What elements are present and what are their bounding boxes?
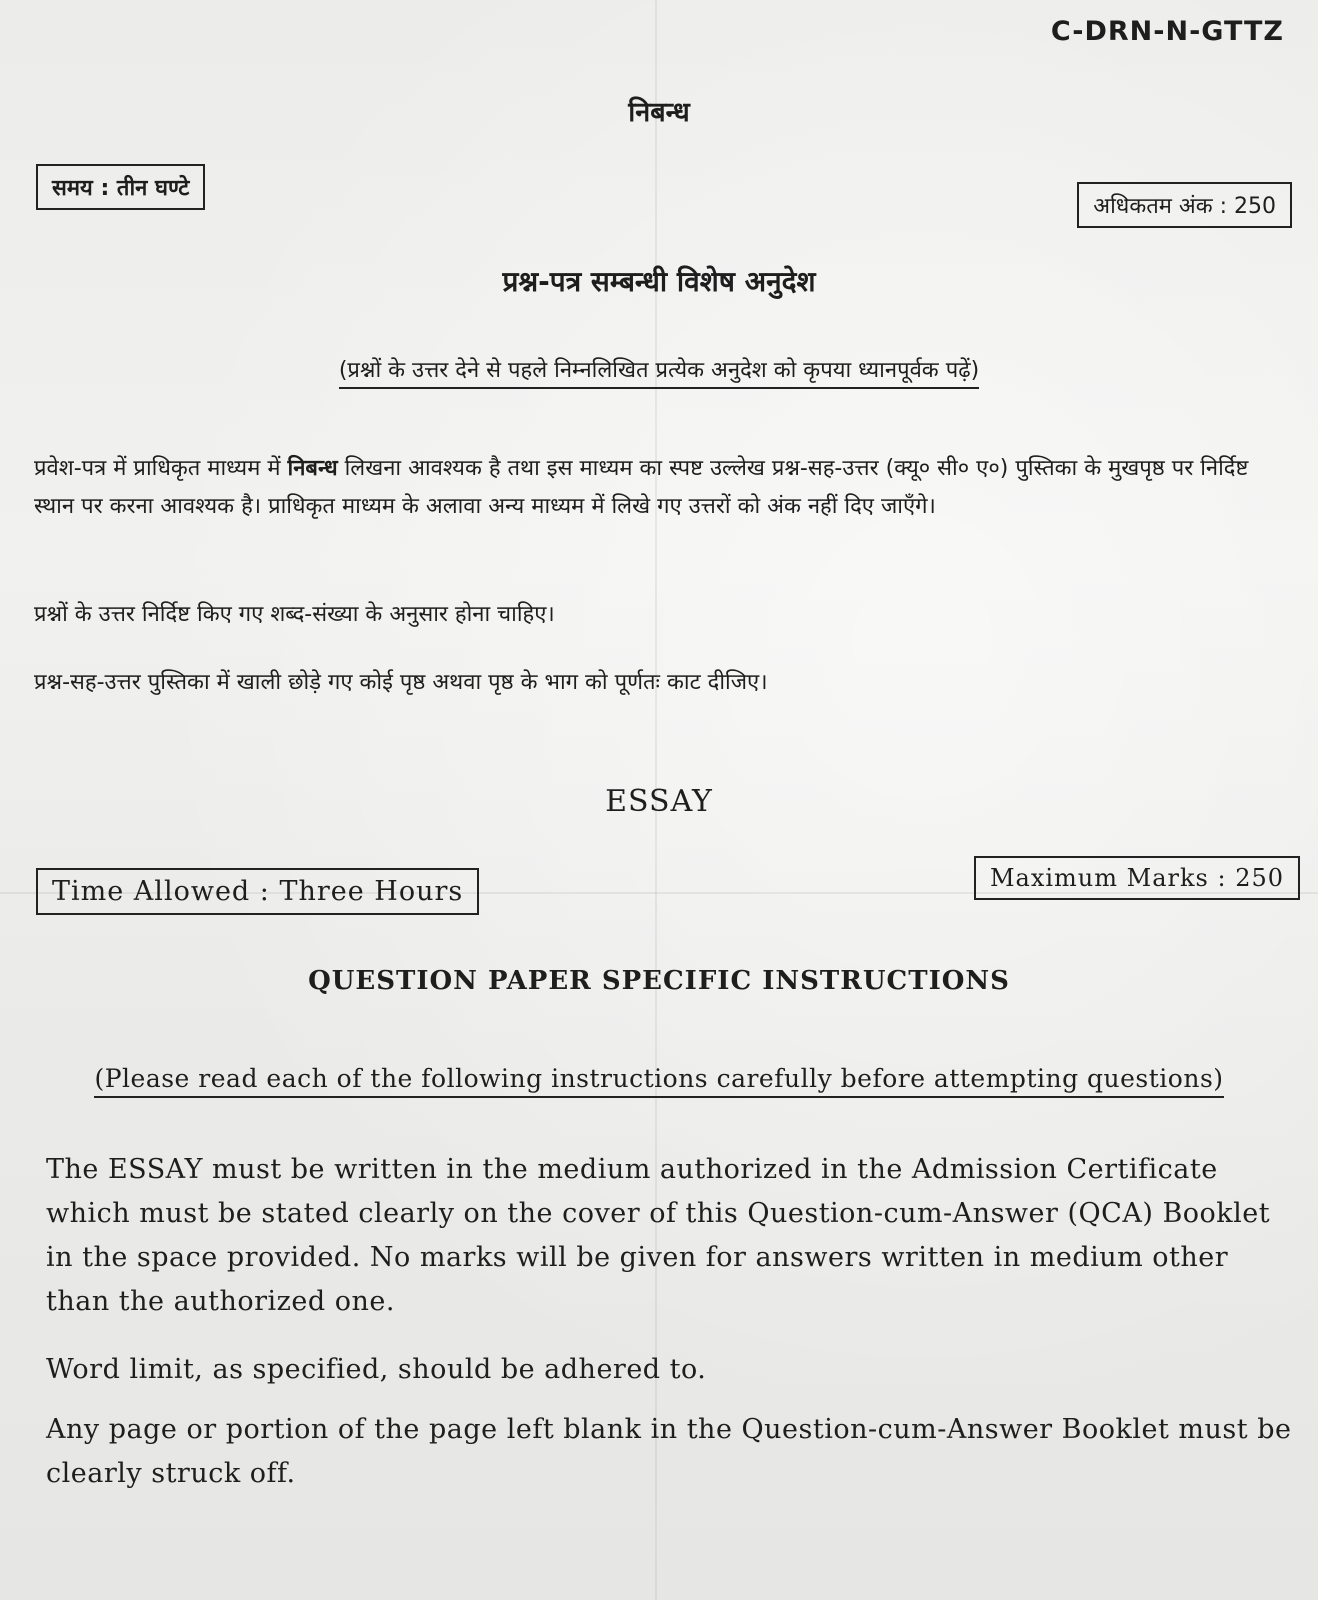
- english-time-box: Time Allowed : Three Hours: [36, 868, 479, 915]
- english-instructions-heading: QUESTION PAPER SPECIFIC INSTRUCTIONS: [308, 966, 1010, 996]
- hindi-instruction-1-start: प्रवेश-पत्र में प्राधिकृत माध्यम में: [34, 456, 288, 481]
- hindi-subheading-text: (प्रश्नों के उत्तर देने से पहले निम्नलिखित प्रत्येक अनुदेश को कृपया ध्यानपूर्वक पढ़ें): [339, 358, 979, 389]
- english-instructions-subheading: [0, 1064, 1318, 1093]
- hindi-instruction-1-rest: लिखना आवश्यक है तथा इस माध्यम का स्पष्ट उल्लेख प्रश्न-सह-उत्तर (क्यू० सी० ए०) पुस्तिका के मुखपृष्ठ पर निर्दिष्ट स्थान पर करना आवश्यक है। प्राधिकृत माध्यम के अलावा अन्य माध्यम में लिखे गए उत्तरों को अंक नहीं दिए जाएँगे।: [34, 456, 1249, 519]
- hindi-instruction-2: प्रश्नों के उत्तर निर्दिष्ट किए गए शब्द-संख्या के अनुसार होना चाहिए।: [34, 602, 555, 627]
- paper-code: C-DRN-N-GTTZ: [1050, 16, 1284, 47]
- hindi-instructions-heading: प्रश्न-पत्र सम्बन्धी विशेष अनुदेश: [502, 265, 816, 298]
- hindi-marks-box: अधिकतम अंक : 250: [1077, 182, 1292, 228]
- english-instruction-1: The ESSAY must be written in the medium authorized in the Admission Certificate which must be stated clearly on the cover of this Question-cum-Answer (QCA) Booklet in the space provided. No marks will be given for answers written in medium other than the authorized one.: [46, 1154, 1271, 1317]
- hindi-time-box: समय : तीन घण्टे: [36, 164, 205, 210]
- english-instruction-2: Word limit, as specified, should be adhered to.: [46, 1354, 707, 1385]
- english-subheading-text: (Please read each of the following instructions carefully before attempting questions): [94, 1064, 1223, 1098]
- hindi-instruction-1: [34, 450, 1284, 526]
- hindi-title: निबन्ध: [628, 97, 690, 128]
- hindi-instructions-subheading: [0, 354, 1318, 384]
- hindi-instruction-1-bold: निबन्ध: [287, 456, 338, 481]
- english-marks-box: Maximum Marks : 250: [974, 856, 1300, 900]
- english-title: ESSAY: [605, 784, 713, 819]
- english-instruction-3: Any page or portion of the page left blank in the Question-cum-Answer Booklet must be clearly struck off.: [46, 1414, 1292, 1489]
- hindi-instruction-3: प्रश्न-सह-उत्तर पुस्तिका में खाली छोड़े गए कोई पृष्ठ अथवा पृष्ठ के भाग को पूर्णतः काट दीजिए।: [34, 670, 768, 695]
